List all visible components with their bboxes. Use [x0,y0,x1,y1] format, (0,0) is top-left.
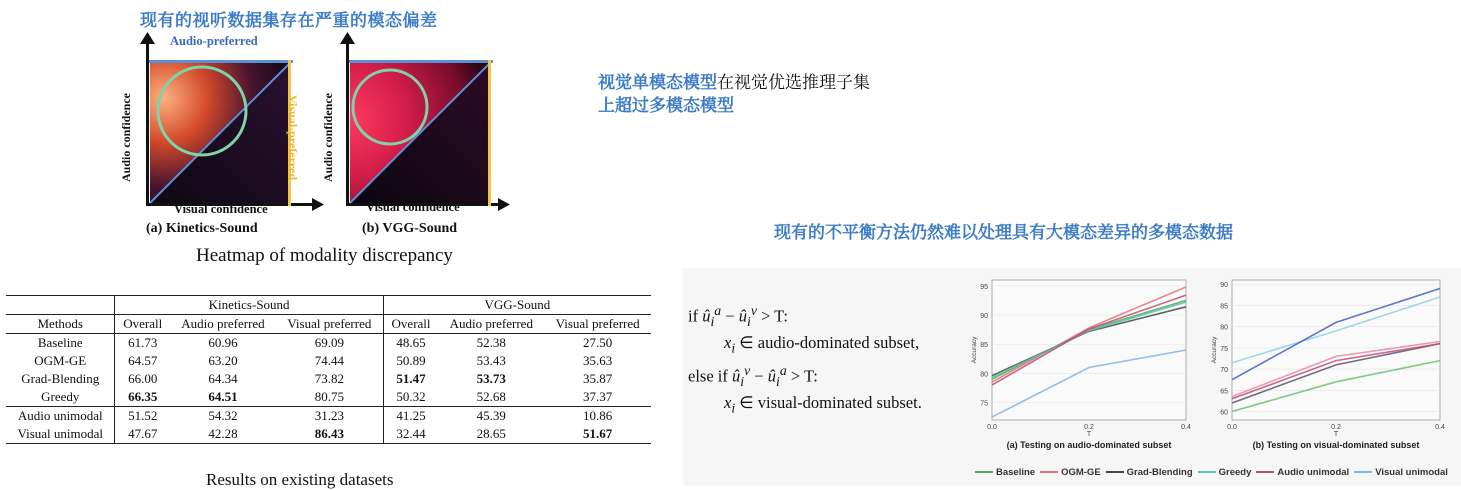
heatmap-caption: Heatmap of modality discrepancy [196,245,453,266]
rule-x: x [724,333,732,352]
y-tick-label: 70 [1220,367,1228,375]
cell: 41.25 [383,407,438,426]
rule-x2: x [724,393,732,412]
col-header: Visual preferred [544,315,651,334]
note-visual-unimodal [598,72,938,118]
col-header: Visual preferred [276,315,383,334]
rule-line-3: else if $û_i^v$ − $û_i^a > T$: [688,363,818,389]
cell: 66.35 [115,388,170,407]
table-row [6,370,651,388]
col-header: Overall [115,315,170,334]
heatmap-vggsound [350,63,490,203]
cell: 10.86 [544,407,651,426]
table-row [6,334,651,353]
cell: 73.82 [314,371,344,386]
y-tick-label: 85 [980,342,988,350]
cell: Baseline [37,335,83,350]
cell: 64.34 [208,371,238,386]
x-tick-label: 0.2 [1331,424,1341,431]
rule-visual-subset: ∈ visual-dominated subset. [735,393,922,412]
rule-line-4: $x_i$ ∈ visual-dominated subset. [724,393,922,416]
slide-title: 现有的视听数据集存在严重的模态偏差 [140,11,438,31]
cell: 80.75 [314,389,344,404]
heatmap-x-label: Visual confidence [174,202,268,216]
y-tick-label: 75 [1220,345,1228,353]
cell: 51.52 [115,407,170,426]
y-tick-label: 80 [980,371,988,379]
heatmap-caption-a: (a) Kinetics-Sound [146,221,258,236]
cell: 50.32 [383,388,438,407]
x-tick-label: 0.0 [1227,424,1237,431]
cell: 74.44 [314,353,344,368]
results-table [6,295,651,444]
x-tick-label: 0.2 [1084,424,1094,431]
legend-swatch [1198,471,1216,473]
rule-gt2: > T: [786,366,818,386]
cell: 35.87 [582,371,613,386]
cell: 66.00 [115,370,170,388]
legend-swatch [1040,471,1058,473]
cell: 42.28 [170,425,276,444]
cell: OGM-GE [34,353,87,368]
rule-line-2: $x_i$ ∈ audio-dominated subset, [724,333,920,356]
col-header: Audio preferred [170,315,276,334]
x-tick-label: 0.0 [987,424,997,431]
legend-swatch [975,471,993,473]
chart-visual-dominated [1210,274,1450,460]
col-header: Audio preferred [438,315,544,334]
table-row [6,352,651,370]
chart-title: (a) Testing on audio-dominated subset [1006,440,1172,450]
cell: 60.96 [208,335,238,350]
cell: 48.65 [383,334,438,353]
x-tick-label: 0.4 [1181,424,1191,431]
cell: 37.37 [582,389,613,404]
rule-audio-subset: ∈ audio-dominated subset, [735,333,920,352]
legend-label: OGM-GE [1061,467,1101,478]
cell: 35.63 [582,353,613,368]
results-caption: Results on existing datasets [206,470,394,489]
cell: 63.20 [208,353,238,368]
y-tick-label: 60 [1220,409,1228,417]
chart-audio-dominated [972,274,1198,460]
cell: 45.39 [438,407,544,426]
y-tick-label: 65 [1220,388,1228,396]
cell: Audio unimodal [6,407,115,426]
x-axis-label: T [1333,431,1339,438]
chart-legend [970,467,1448,478]
cell: 31.23 [276,407,383,426]
y-tick-label: 90 [1220,282,1228,290]
y-tick-label: 75 [980,400,988,408]
cell: 27.50 [582,335,613,350]
legend-swatch [1106,471,1124,473]
heatmap-top-label: Audio-preferred [170,34,258,48]
y-tick-label: 85 [1220,303,1228,311]
rule-if: if [688,306,703,326]
y-tick-label: 80 [1220,324,1228,332]
cell: 61.73 [115,334,170,353]
cell: 64.57 [115,352,170,370]
note-imbalance: 现有的不平衡方法仍然难以处理具有大模态差异的多模态数据 [774,223,1233,243]
cell: Grad-Blending [21,371,100,386]
legend-swatch [1354,471,1372,473]
cell: 54.32 [170,407,276,426]
cell: 50.89 [383,352,438,370]
y-axis-label: Accuracy [1211,336,1218,364]
cell: 53.73 [476,371,506,386]
legend-label: Greedy [1218,467,1252,478]
y-axis-label: Accuracy [971,336,978,364]
col-header: Methods [6,315,115,334]
legend-label: Baseline [996,467,1036,478]
note-highlight: 视觉单模态模型 [598,73,717,93]
group-kinetics: Kinetics-Sound [115,296,383,315]
heatmap-caption-b: (b) VGG-Sound [362,221,458,236]
note-rest: 在视觉优选推理子集 [717,73,870,93]
note-line2: 上超过多模态模型 [598,96,734,116]
cell: Greedy [41,389,80,404]
rule-elseif: else if [688,366,732,386]
heatmap-right-label: Visual-preferred [286,94,301,181]
cell: 51.67 [544,425,651,444]
heatmap-kinetics-panel [119,30,320,240]
group-vggsound: VGG-Sound [383,296,651,315]
heatmap-vggsound-panel [321,30,516,240]
cell: 32.44 [383,425,438,444]
legend-label: Grad-Blending [1126,467,1193,478]
cell: 53.43 [476,353,506,368]
heatmap-kinetics [150,63,290,203]
legend-swatch [1256,471,1274,473]
cell: 64.51 [208,389,238,404]
table-row [6,425,651,444]
legend-label: Audio unimodal [1277,467,1350,478]
x-axis-label: T [1086,431,1092,438]
heatmap-y-label-b: Audio confidence [321,92,336,183]
cell: 86.43 [276,425,383,444]
cell: 47.67 [115,425,170,444]
cell: Visual unimodal [6,425,115,444]
cell: 51.47 [383,370,438,388]
cell: 69.09 [314,335,344,350]
chart-title: (b) Testing on visual-dominated subset [1252,440,1420,450]
table-row [6,407,651,426]
heatmap-y-label: Audio confidence [119,92,134,183]
y-tick-label: 90 [980,313,988,320]
cell: 52.38 [476,335,506,350]
plot-area [992,280,1186,420]
heatmap-x-label-b: Visual confidence [366,200,460,214]
rule-gt: > T: [756,306,789,326]
col-header: Overall [383,315,438,334]
cell: 52.68 [476,389,506,404]
y-tick-label: 95 [980,283,988,291]
x-tick-label: 0.4 [1435,424,1445,431]
rule-line-1: if $û_i^a$ − $û_i^v > T$: [688,303,789,329]
legend-label: Visual unimodal [1375,467,1448,478]
cell: 28.65 [438,425,544,444]
table-row [6,388,651,407]
